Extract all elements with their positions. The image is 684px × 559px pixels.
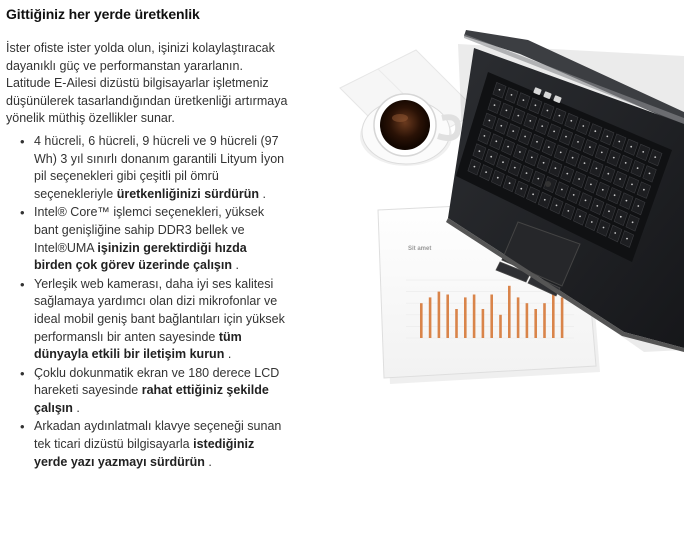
key-legend (637, 167, 639, 169)
key-legend (626, 238, 628, 240)
key-legend (556, 205, 558, 207)
feature-end: . (231, 258, 239, 273)
key-legend (625, 162, 627, 164)
feature-end: . (224, 347, 232, 362)
feature-text: Yerleşik web kamerası, daha iyi ses kalitesi sağlamaya yardımcı olan dizi mikrofonlar ve ideal mobil geniş bant bağlantıları için yüksek performanslı bir anten sayesinde (34, 276, 285, 344)
report-bar (561, 297, 564, 338)
report-bar (517, 297, 520, 338)
key-legend (484, 135, 486, 137)
report-bar (543, 303, 546, 338)
key-legend (511, 94, 513, 96)
key-legend (584, 162, 586, 164)
feature-highlight: üretkenliğinizi sürdürün (116, 186, 260, 201)
key-legend (529, 120, 531, 122)
feature-highlight: rahat ettiğiniz şekilde çalışın (34, 383, 269, 415)
key-legend (565, 136, 567, 138)
report-bar (473, 295, 476, 339)
key-legend (544, 199, 546, 201)
key-legend (490, 156, 492, 158)
key-legend (614, 194, 616, 196)
feature-item (34, 365, 288, 418)
key-legend (500, 125, 502, 127)
feature-item (34, 133, 288, 203)
key-legend (547, 110, 549, 112)
feature-list (6, 133, 288, 471)
key-legend (507, 146, 509, 148)
report-bar (429, 297, 432, 338)
key-legend (523, 99, 525, 101)
key-legend (506, 110, 508, 112)
feature-item (34, 418, 288, 471)
key-legend (626, 200, 628, 202)
key-legend (614, 232, 616, 234)
report-bar (420, 303, 423, 338)
key-legend (582, 125, 584, 127)
key-legend (649, 173, 651, 175)
key-legend (541, 125, 543, 127)
key-legend (567, 210, 569, 212)
key-legend (479, 150, 481, 152)
report-bar (490, 295, 493, 339)
key-legend (543, 162, 545, 164)
key-legend (631, 184, 633, 186)
key-legend (489, 120, 491, 122)
key-legend (514, 167, 516, 169)
key-legend (548, 146, 550, 148)
report-title: Sit amet (408, 246, 432, 252)
feature-text: Intel® Core™ işlemci seçenekleri, yüksek bant genişliğine sahip DDR3 bellek ve Intel®UMA (34, 205, 265, 255)
key-legend (603, 227, 605, 229)
key-legend (570, 120, 572, 122)
key-legend (654, 156, 656, 158)
key-legend (517, 115, 519, 117)
key-legend (531, 157, 533, 159)
key-legend (495, 140, 497, 142)
feature-highlight: işinizin gerektirdiği hızda birden çok görev üzerinde çalışın (34, 240, 247, 273)
feature-end: . (204, 454, 212, 469)
key-legend (619, 178, 621, 180)
section-title: Gittiğiniz her yerde üretkenlik (6, 6, 200, 22)
report-bar (534, 309, 537, 338)
report-bar (499, 315, 502, 338)
key-legend (607, 173, 609, 175)
feature-text: 4 hücreli, 6 hücreli, 9 hücreli ve 9 hücreli (97 Wh) 3 yıl sınırlı donanım garantili Lityum İyon pil seçenekleri gibi çeşitli pil ömrü seçenekleriyle (34, 133, 285, 201)
key-legend (585, 200, 587, 202)
content-column (6, 6, 288, 472)
key-legend (535, 104, 537, 106)
key-legend (524, 136, 526, 138)
key-legend (499, 89, 501, 91)
key-legend (620, 216, 622, 218)
feature-text: Arkadan aydınlatmalı klavye seçeneği sunan tek ticari dizüstü bilgisayarla (34, 419, 282, 452)
feature-highlight: tüm dünyayla etkili bir iletişim kurun (34, 329, 242, 362)
feature-end: . (72, 400, 80, 415)
key-legend (643, 189, 645, 191)
feature-text: Çoklu dokunmatik ekran ve 180 derece LCD hareketi sayesinde (34, 365, 280, 398)
key-legend (559, 115, 561, 117)
feature-end: . (259, 186, 267, 201)
feature-item (34, 204, 288, 274)
key-legend (532, 193, 534, 195)
feature-highlight: istediğiniz yerde yazı yazmayı sürdürün (34, 437, 255, 469)
key-legend (526, 172, 528, 174)
key-legend (553, 131, 555, 133)
report-bar (455, 309, 458, 338)
laptop-scene-illustration (338, 0, 684, 390)
key-legend (502, 161, 504, 163)
key-legend (494, 104, 496, 106)
key-legend (618, 141, 620, 143)
key-legend (601, 152, 603, 154)
key-legend (591, 221, 593, 223)
key-legend (485, 171, 487, 173)
key-legend (536, 141, 538, 143)
key-legend (566, 173, 568, 175)
key-legend (602, 189, 604, 191)
key-legend (520, 188, 522, 190)
key-legend (590, 184, 592, 186)
key-legend (537, 178, 539, 180)
key-legend (512, 130, 514, 132)
key-legend (608, 210, 610, 212)
report-bar (526, 303, 529, 338)
key-legend (560, 152, 562, 154)
key-legend (573, 194, 575, 196)
key-legend (589, 146, 591, 148)
report-bar (552, 292, 555, 338)
key-legend (519, 151, 521, 153)
key-legend (606, 136, 608, 138)
key-legend (572, 157, 574, 159)
key-legend (594, 130, 596, 132)
key-legend (596, 205, 598, 207)
report-bar (438, 292, 441, 338)
key-legend (630, 146, 632, 148)
report-bar (446, 295, 449, 339)
report-bar (508, 286, 511, 338)
key-legend (509, 182, 511, 184)
key-legend (561, 189, 563, 191)
key-legend (578, 178, 580, 180)
key-legend (637, 205, 639, 207)
report-bar (482, 309, 485, 338)
key-legend (555, 167, 557, 169)
key-legend (474, 166, 476, 168)
report-bar (464, 297, 467, 338)
key-legend (642, 151, 644, 153)
product-image (338, 0, 684, 390)
key-legend (596, 168, 598, 170)
key-legend (613, 157, 615, 159)
key-legend (497, 177, 499, 179)
key-legend (577, 141, 579, 143)
intro-paragraph: İster ofiste ister yolda olun, işinizi kolaylaştıracak dayanıklı güç ve performanstan yararlanın. Latitude E-Ailesi dizüstü bilgisayarlar işletmeniz düşünülerek tasarlandığından üretkenliği artırmaya yönelik müthiş özellikler sunar. (6, 41, 288, 126)
feature-item (34, 276, 288, 364)
key-legend (579, 216, 581, 218)
key-legend (632, 221, 634, 223)
